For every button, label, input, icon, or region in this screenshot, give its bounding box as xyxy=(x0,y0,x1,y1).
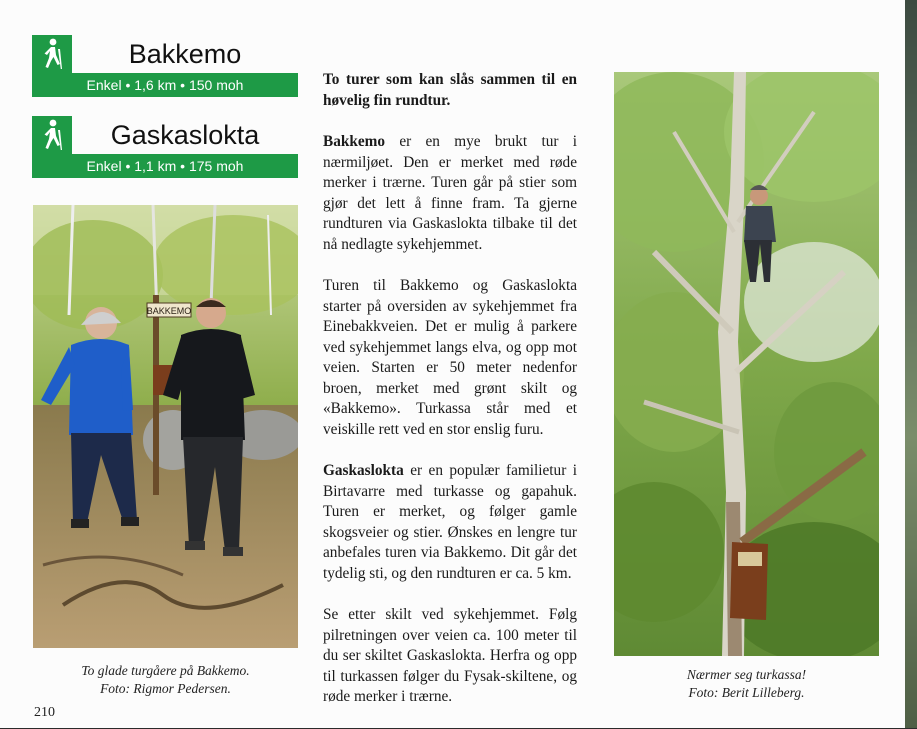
photo-two-hikers xyxy=(33,205,298,648)
left-photo-caption xyxy=(33,662,298,698)
hiker-icon xyxy=(32,116,72,154)
caption-credit: Foto: Berit Lilleberg. xyxy=(688,685,805,700)
caption-line: Nærmer seg turkassa! xyxy=(686,667,807,682)
trail-stats: Enkel • 1,6 km • 150 moh xyxy=(32,73,298,97)
trail-header-gaskaslokta xyxy=(32,116,298,178)
trail-name: Bakkemo xyxy=(128,39,242,69)
right-photo-caption xyxy=(614,666,879,702)
bold-term: Bakkemo xyxy=(323,133,386,150)
article-lead: To turer som kan slås sammen til en høvelig fin rundtur. xyxy=(323,71,577,109)
bakkemo-sign: BAKKEMO xyxy=(146,306,192,316)
page-number: 210 xyxy=(34,705,55,720)
trail-header-bakkemo xyxy=(32,35,298,97)
paragraph-text: er en mye brukt tur i nærmiljøet. Den er merket med røde merker i trærne. Turen går på stier som gjør det lett å finne fram. Ta gjerne rundturen via Gaskaslokta tilbake til det nå nedlagte sykehjemmet. xyxy=(323,133,577,253)
caption-line: To glade turgåere på Bakkemo. xyxy=(81,663,250,678)
article-body xyxy=(323,70,577,729)
paragraph-gaskaslokta xyxy=(323,461,577,584)
trail-stats: Enkel • 1,1 km • 175 moh xyxy=(32,154,298,178)
paragraph-directions: Se etter skilt ved sykehjemmet. Følg pilretningen over veien ca. 100 meter til du ser skiltet Gaskaslokta. Herfra og opp til turkassen følger du Fysak-skiltene, og røde merker i trærne. xyxy=(323,606,577,705)
paragraph-start: Turen til Bakkemo og Gaskaslokta starter på oversiden av sykehjemmet fra Einebakkveien. Det er mulig å parkere ved sykehjemmet langs elva, og opp mot veien. Starten er 50 meter nedenfor broen, merket med grønt skilt og «Bakkemo». Turkassa står med et veiskille rett ved en stor enslig furu. xyxy=(323,277,577,438)
paragraph-bakkemo xyxy=(323,132,577,255)
bold-term: Gaskaslokta xyxy=(323,462,404,479)
paragraph-text: er en populær familietur i Birtavarre med turkasse og gapahuk. Turen er merket, og følger gamle skogsveier og stier. Ønskes en lengre tur anbefales turen via Bakkemo. Dit går det tydelig sti, og den rundturen er ca. 5 km. xyxy=(323,462,577,582)
caption-credit: Foto: Rigmor Pedersen. xyxy=(100,681,231,696)
photo-tree-climber xyxy=(614,72,879,656)
trail-name: Gaskaslokta xyxy=(110,120,260,150)
page-edge-photo-strip xyxy=(905,0,917,728)
hiker-icon xyxy=(32,35,72,73)
